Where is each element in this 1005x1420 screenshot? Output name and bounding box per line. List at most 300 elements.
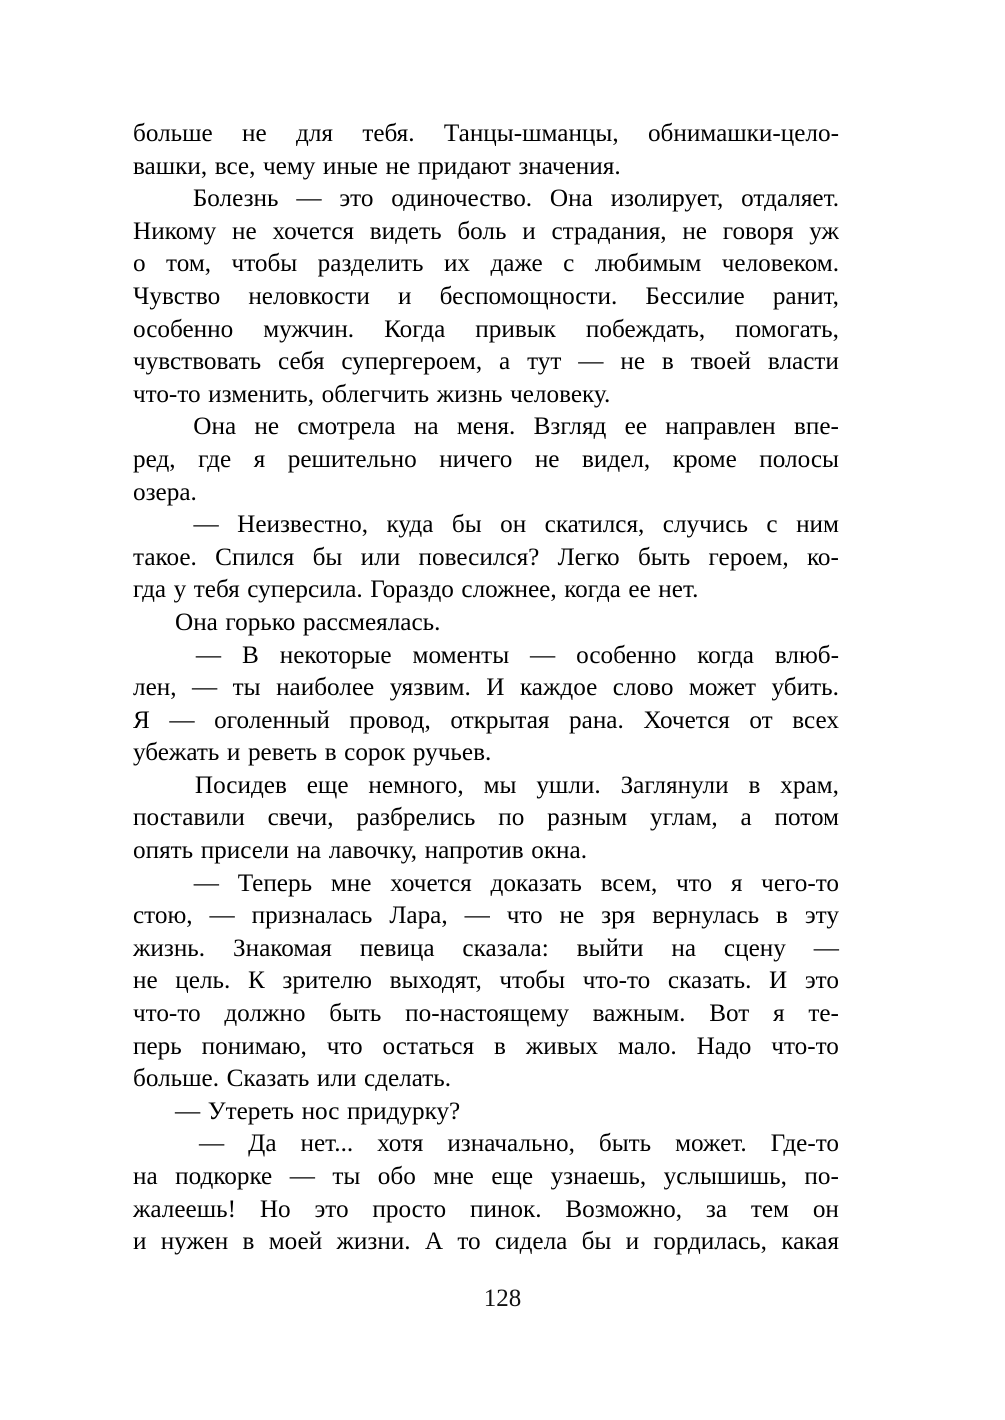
word: ты — [332, 1163, 361, 1190]
word: от — [749, 706, 773, 734]
word: чтобы — [231, 250, 298, 278]
text-line — [133, 1226, 839, 1259]
word: особенно — [576, 641, 677, 669]
word: — — [578, 348, 604, 376]
word: важным. — [592, 1000, 686, 1028]
word: изначально, — [447, 1130, 575, 1158]
word: узнаешь, — [550, 1163, 647, 1190]
word: некоторые — [279, 641, 392, 669]
paragraph-indent — [133, 640, 175, 673]
word: в — [493, 1032, 506, 1060]
word: бы — [581, 1228, 612, 1256]
word: уж — [809, 217, 839, 245]
word: — — [192, 674, 218, 702]
text-line — [133, 346, 839, 379]
word: на — [133, 1163, 158, 1190]
word: наиболее — [276, 674, 375, 702]
word: страдания, — [551, 217, 667, 245]
word: или — [360, 543, 401, 571]
word: быть — [598, 1130, 652, 1158]
word: Посидев — [194, 771, 287, 799]
word: тебя — [193, 576, 240, 604]
word: с — [563, 250, 575, 278]
word: В — [242, 641, 259, 669]
word: Теперь — [237, 869, 313, 897]
word: не — [242, 120, 267, 147]
word: помогать, — [735, 315, 839, 343]
word: оголенный — [214, 706, 330, 734]
word: меня. — [456, 413, 516, 441]
word: убежать — [133, 739, 220, 767]
word: что — [326, 1032, 363, 1060]
paragraph-indent — [133, 1096, 175, 1129]
text-line — [133, 770, 839, 803]
word: уязвим. — [389, 674, 471, 702]
word: храм, — [780, 771, 839, 799]
word: по — [498, 804, 525, 832]
word: сцену — [723, 934, 786, 962]
word: я — [730, 869, 743, 897]
word: изменить, — [208, 380, 315, 408]
text-line — [133, 737, 839, 770]
word: перь — [133, 1032, 182, 1060]
word: К — [247, 967, 265, 995]
text-line — [133, 965, 839, 998]
word: лавочку, — [328, 837, 418, 865]
word: и — [226, 739, 241, 767]
word: не — [133, 967, 158, 995]
word: жизнь — [436, 380, 503, 408]
word: живых — [525, 1032, 599, 1060]
word: человеку. — [510, 380, 611, 408]
word: И — [769, 967, 788, 995]
word: — — [193, 869, 219, 897]
word: зря — [601, 902, 636, 930]
word: не — [682, 217, 707, 245]
word: это — [339, 185, 374, 213]
word: куда — [386, 511, 434, 539]
word: Болезнь — [192, 185, 279, 213]
word: что‑то — [582, 967, 651, 995]
word: Легко — [557, 543, 620, 571]
word: в — [324, 739, 337, 767]
text-line — [133, 183, 839, 216]
word: и — [522, 217, 536, 245]
word: выйти — [576, 934, 644, 962]
text-line — [133, 640, 839, 673]
word: обнимашки‑цело‑ — [647, 120, 839, 147]
word: Где‑то — [770, 1130, 839, 1158]
word: облегчить — [321, 380, 430, 408]
word: чувствовать — [133, 348, 262, 376]
word: сорок — [344, 739, 406, 767]
word: сделать. — [364, 1065, 452, 1093]
word: — — [169, 706, 195, 734]
word: что — [506, 902, 543, 930]
word: особенно — [133, 315, 234, 343]
word: еще — [491, 1163, 534, 1190]
word: я — [253, 445, 266, 473]
word: Взгляд — [533, 413, 607, 441]
word: выходят, — [389, 967, 482, 995]
word: не — [232, 217, 257, 245]
word: каждое — [519, 674, 598, 702]
word: он — [500, 511, 527, 539]
text-line — [133, 411, 839, 444]
text-line — [133, 705, 839, 738]
word: пинок. — [469, 1195, 542, 1223]
word: хотя — [377, 1130, 424, 1158]
word: озера. — [133, 478, 197, 506]
word: боль — [457, 217, 507, 245]
word: Она — [193, 413, 237, 441]
word: Заглянули — [620, 771, 729, 799]
word: беспомощности. — [439, 282, 618, 310]
word: Лара, — [389, 902, 448, 930]
word: не — [559, 902, 585, 930]
word: всех — [792, 706, 839, 734]
word: Сказать — [226, 1065, 310, 1093]
text-line — [133, 1194, 839, 1227]
word: рассмеялась. — [302, 608, 441, 636]
paragraph-indent — [133, 1128, 175, 1161]
word: отдаляет. — [741, 185, 839, 213]
word: рана. — [569, 706, 624, 734]
word: на — [671, 934, 697, 962]
word: поставили — [133, 804, 245, 832]
word: что‑то — [133, 1000, 201, 1028]
text-line — [133, 118, 839, 151]
word: напротив — [424, 837, 524, 865]
word: — — [175, 1097, 201, 1125]
text-line — [133, 542, 839, 575]
word: их — [443, 250, 471, 278]
word: жалеешь! — [133, 1195, 237, 1223]
word: Вот — [709, 1000, 750, 1028]
text-line — [133, 802, 839, 835]
word: — — [289, 1163, 315, 1190]
word: что — [676, 869, 713, 897]
word: все, — [214, 152, 256, 180]
word: жизнь. — [133, 934, 206, 962]
word: любимым — [594, 250, 702, 278]
word: те‑ — [808, 1000, 839, 1028]
word: потом — [774, 804, 839, 832]
word: с — [766, 511, 778, 539]
word: побеждать, — [585, 315, 706, 343]
word: — — [296, 185, 322, 213]
text-line — [133, 835, 839, 868]
word: за — [705, 1195, 728, 1223]
word: Танцы‑шманцы, — [443, 120, 619, 147]
word: быть — [329, 1000, 382, 1028]
word: Знакомая — [233, 934, 332, 962]
word: немного, — [368, 771, 464, 799]
word: еще — [306, 771, 349, 799]
paragraph-indent — [133, 607, 175, 640]
word: присели — [200, 837, 289, 865]
word: гордилась, — [653, 1228, 767, 1256]
text-line — [133, 1063, 839, 1096]
word: — — [209, 902, 235, 930]
word: вернулась — [652, 902, 760, 930]
word: чтобы — [499, 967, 566, 995]
word: бы — [312, 543, 343, 571]
text-line — [133, 607, 839, 640]
text-line — [133, 1096, 839, 1129]
word: окна. — [531, 837, 588, 865]
word: должно — [224, 1000, 306, 1028]
word: Она — [549, 185, 593, 213]
word: нос — [301, 1097, 340, 1125]
paragraph-indent — [133, 183, 175, 216]
word: впе‑ — [793, 413, 839, 441]
word: может — [688, 674, 757, 702]
word: Чувство — [133, 282, 221, 310]
word: видеть — [369, 217, 442, 245]
word: для — [296, 120, 333, 147]
word: сидела — [494, 1228, 568, 1256]
word: полосы — [759, 445, 839, 473]
word: по‑настоящему — [405, 1000, 569, 1028]
word: кроме — [672, 445, 737, 473]
word: придают — [417, 152, 511, 180]
text-line — [133, 314, 839, 347]
word: ты — [232, 674, 261, 702]
word: ко‑ — [806, 543, 839, 571]
word: привык — [475, 315, 556, 343]
word: эту — [804, 902, 839, 930]
word: случись — [662, 511, 748, 539]
word: просто — [372, 1195, 447, 1223]
text-line — [133, 574, 839, 607]
text-line — [133, 900, 839, 933]
text-line — [133, 1031, 839, 1064]
word: — — [193, 511, 219, 539]
word: моменты — [412, 641, 510, 669]
word: А — [424, 1228, 444, 1256]
word: смотрела — [297, 413, 396, 441]
word: супергероем, — [341, 348, 483, 376]
word: видел, — [581, 445, 651, 473]
word: сложнее, — [461, 576, 557, 604]
paragraph-indent — [133, 411, 175, 444]
word: ушли. — [536, 771, 601, 799]
word: решительно — [287, 445, 417, 473]
word: разделить — [317, 250, 424, 278]
word: убить. — [771, 674, 839, 702]
word: нет... — [300, 1130, 354, 1158]
word: мне — [433, 1163, 474, 1190]
page-text-body — [133, 118, 839, 1259]
word: — — [198, 1130, 225, 1158]
word: том, — [166, 250, 212, 278]
word: на — [413, 413, 439, 441]
word: или — [316, 1065, 357, 1093]
word: углам, — [650, 804, 718, 832]
word: нужен — [160, 1228, 229, 1256]
word: говоря — [722, 217, 794, 245]
word: повесился? — [418, 543, 540, 571]
word: Хочется — [643, 706, 730, 734]
word: изолирует, — [610, 185, 724, 213]
word: не — [620, 348, 646, 376]
word: это — [314, 1195, 349, 1223]
word: может. — [675, 1130, 747, 1158]
word: в — [748, 771, 761, 799]
word: ничего — [439, 445, 513, 473]
word: неловкости — [248, 282, 370, 310]
word: разным — [547, 804, 628, 832]
word: — — [813, 934, 839, 962]
paragraph-indent — [133, 770, 175, 803]
word: — — [464, 902, 490, 930]
word: реветь — [247, 739, 318, 767]
word: гда — [133, 576, 167, 604]
word: бы — [451, 511, 482, 539]
text-line — [133, 1128, 839, 1161]
word: Утереть — [207, 1097, 295, 1125]
word: суперсила. — [247, 576, 363, 604]
word: лен, — [133, 674, 177, 702]
word: мне — [330, 869, 372, 897]
word: влюб‑ — [774, 641, 839, 669]
word: то — [457, 1228, 481, 1256]
word: Спился — [215, 543, 295, 571]
word: значения. — [518, 152, 621, 180]
word: Но — [259, 1195, 291, 1223]
text-line — [133, 151, 839, 184]
word: жизни. — [336, 1228, 411, 1256]
text-line — [133, 933, 839, 966]
word: а — [740, 804, 752, 832]
word: и — [133, 1228, 147, 1256]
word: не — [254, 413, 280, 441]
word: сказала: — [462, 934, 549, 962]
word: по‑ — [804, 1163, 839, 1190]
word: певица — [359, 934, 435, 962]
word: всем, — [600, 869, 658, 897]
word: когда — [697, 641, 754, 669]
word: тут — [527, 348, 562, 376]
word: Бессилие — [645, 282, 745, 310]
text-line — [133, 477, 839, 510]
word: не — [385, 152, 411, 180]
word: человеком. — [721, 250, 839, 278]
word: мало. — [618, 1032, 677, 1060]
word: зрителю — [282, 967, 372, 995]
word: хочется — [272, 217, 354, 245]
text-line — [133, 1161, 839, 1194]
word: Когда — [384, 315, 446, 343]
word: иные — [322, 152, 378, 180]
word: власти — [767, 348, 839, 376]
word: направлен — [665, 413, 776, 441]
word: в — [776, 902, 788, 930]
word: он — [812, 1195, 839, 1223]
text-line — [133, 444, 839, 477]
word: не — [534, 445, 560, 473]
word: Я — [133, 706, 150, 734]
word: тебя. — [362, 120, 415, 147]
word: чему — [262, 152, 316, 180]
word: моей — [268, 1228, 323, 1256]
word: что‑то — [771, 1032, 839, 1060]
word: на — [296, 837, 322, 865]
paragraph-indent — [133, 509, 175, 542]
word: мужчин. — [263, 315, 355, 343]
text-line — [133, 281, 839, 314]
word: хочется — [390, 869, 472, 897]
word: провод, — [349, 706, 431, 734]
word: стою, — [133, 902, 193, 930]
word: Она — [175, 608, 218, 636]
word: Неизвестно, — [237, 511, 369, 539]
word: мы — [483, 771, 517, 799]
word: ручьев. — [412, 739, 492, 767]
word: у — [173, 576, 187, 604]
word: это — [804, 967, 839, 995]
word: цель. — [175, 967, 231, 995]
word: подкорке — [175, 1163, 273, 1190]
word: ред, — [133, 445, 176, 473]
word: опять — [133, 837, 194, 865]
word: сказать. — [667, 967, 752, 995]
word: разбрелись — [356, 804, 476, 832]
word: одиночество. — [391, 185, 533, 213]
word: где — [198, 445, 232, 473]
word: какая — [781, 1228, 839, 1256]
word: тем — [750, 1195, 789, 1223]
word: — — [530, 641, 556, 669]
word: я — [773, 1000, 785, 1028]
text-line — [133, 216, 839, 249]
word: ним — [796, 511, 839, 539]
word: придурку? — [347, 1097, 461, 1125]
word: вашки, — [133, 152, 208, 180]
word: свечи, — [267, 804, 334, 832]
word: больше — [133, 120, 213, 147]
word: героем, — [708, 543, 789, 571]
page-number: 128 — [483, 1285, 522, 1312]
word: что‑то — [133, 380, 201, 408]
word: услышишь, — [663, 1163, 787, 1190]
word: понимаю, — [201, 1032, 307, 1060]
text-line — [133, 998, 839, 1031]
word: нет. — [658, 576, 699, 604]
word: твоей — [690, 348, 751, 376]
word: И — [486, 674, 505, 702]
word: доказать — [490, 869, 582, 897]
word: горько — [225, 608, 296, 636]
word: обо — [377, 1163, 416, 1190]
text-line — [133, 868, 839, 901]
word: — — [195, 641, 222, 669]
word: ее — [628, 576, 651, 604]
word: Надо — [696, 1032, 752, 1060]
word: когда — [564, 576, 621, 604]
word: себя — [277, 348, 325, 376]
paragraph-indent — [133, 868, 175, 901]
word: призналась — [251, 902, 373, 930]
word: в — [242, 1228, 255, 1256]
text-line — [133, 248, 839, 281]
text-line — [133, 672, 839, 705]
word: открытая — [450, 706, 550, 734]
word: такое. — [133, 543, 197, 571]
word: а — [499, 348, 511, 376]
word: Никому — [133, 217, 217, 245]
